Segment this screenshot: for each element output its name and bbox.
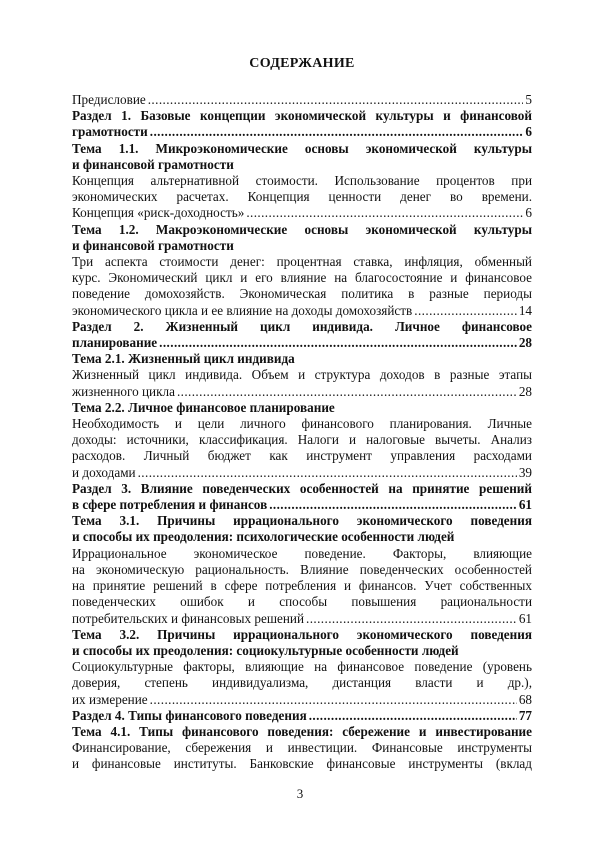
toc-topic-2-1[interactable]: [72, 351, 532, 400]
table-of-contents: [72, 56, 532, 773]
section-title-line: [72, 335, 532, 351]
toc-page-number: 77: [518, 707, 532, 723]
topic-description-line: расходов. Личный бюджет как инструмент управления расходами: [72, 448, 532, 464]
topic-title-line: Тема 3.2. Причины иррационального экономического поведения: [72, 626, 532, 642]
dot-leader: [159, 335, 517, 351]
toc-topic-2-2[interactable]: [72, 400, 532, 481]
toc-topic-3-1[interactable]: [72, 513, 532, 626]
topic-title-line: Тема 2.1. Жизненный цикл индивида: [72, 351, 295, 367]
toc-entry-text: экономического цикла и ее влияние на доходы домохозяйств: [72, 302, 413, 318]
topic-title-line: и способы их преодоления: психологические особенности людей: [72, 529, 455, 545]
toc-page-number: 28: [518, 383, 532, 399]
page-number: 3: [296, 786, 304, 801]
dot-leader: [150, 692, 517, 708]
toc-section-1[interactable]: [72, 108, 532, 140]
toc-entry-text: в сфере потребления и финансов: [72, 497, 268, 513]
page-title: СОДЕРЖАНИЕ: [249, 56, 355, 71]
topic-description-line: и финансовые институты. Банковские финансовые инструменты (вклад: [72, 756, 532, 772]
topic-description-line: Финансирование, сбережения и инвестиции. Финансовые инструменты: [72, 740, 532, 756]
topic-title-line: Тема 2.2. Личное финансовое планирование: [72, 399, 335, 415]
topic-description-line: поведение домохозяйств. Экономическая политика в разные периоды: [72, 286, 532, 302]
toc-page-number: 61: [518, 497, 532, 513]
topic-title-line: Тема 1.1. Микроэкономические основы экономической культуры: [72, 140, 532, 156]
topic-description-line: [72, 384, 532, 400]
dot-leader: [306, 611, 517, 627]
topic-description-line: Необходимость и цели личного финансового планирования. Личные: [72, 416, 532, 432]
toc-page-number: 61: [518, 610, 532, 626]
toc-page-number: 39: [518, 464, 532, 480]
topic-description-line: Три аспекта стоимости денег: процентная ставка, инфляция, обменный: [72, 254, 532, 270]
toc-entry-text: и доходами: [72, 464, 136, 480]
toc-page-number: 6: [525, 124, 532, 140]
toc-page-number: 28: [518, 335, 532, 351]
section-title-line: [72, 124, 532, 140]
topic-description-line: [72, 465, 532, 481]
topic-title-line: Тема 4.1. Типы финансового поведения: сбережение и инвестирование: [72, 723, 532, 739]
section-title-line: Раздел 3. Влияние поведенческих особенностей на принятие решений: [72, 480, 532, 496]
dot-leader: [148, 92, 524, 108]
topic-description-line: поведенческих ошибок и способы повышения рациональности: [72, 594, 532, 610]
toc-page-number: 68: [518, 691, 532, 707]
toc-topic-4-1[interactable]: [72, 724, 532, 773]
topic-title-line: Тема 1.2. Макроэкономические основы экономической культуры: [72, 221, 532, 237]
dot-leader: [246, 205, 523, 221]
dot-leader: [177, 384, 517, 400]
topic-description-line: Социокультурные факторы, влияющие на финансовое поведение (уровень: [72, 659, 532, 675]
toc-entry-text: Концепция «риск-доходность»: [72, 205, 245, 221]
topic-description-line: курс. Экономический цикл и его влияние на благосостояние и финансовое: [72, 270, 532, 286]
topic-description-line: [72, 303, 532, 319]
toc-entry-preface[interactable]: [72, 92, 532, 108]
toc-page-number: 6: [525, 205, 532, 221]
topic-description-line: [72, 611, 532, 627]
toc-page-number: 5: [525, 92, 532, 107]
toc-section-4[interactable]: [72, 708, 532, 724]
toc-entry-text: потребительских и финансовых решений: [72, 610, 305, 626]
topic-description-line: Жизненный цикл индивида. Объем и структура доходов в разные этапы: [72, 367, 532, 383]
section-title-line: [72, 497, 532, 513]
topic-description-line: Концепция альтернативной стоимости. Использование процентов при: [72, 173, 532, 189]
dot-leader: [269, 497, 517, 513]
dot-leader: [414, 303, 517, 319]
dot-leader: [138, 465, 517, 481]
toc-entry-text: жизненного цикла: [72, 383, 175, 399]
toc-entry-text: Раздел 4. Типы финансового поведения: [72, 707, 307, 723]
section-title-line: [72, 708, 532, 724]
topic-title-line: Тема 3.1. Причины иррационального экономического поведения: [72, 513, 532, 529]
topic-description-line: [72, 205, 532, 221]
dot-leader: [309, 708, 517, 724]
toc-entry-text: Предисловие: [72, 92, 146, 107]
toc-entry-text: их измерение: [72, 691, 148, 707]
topic-title-line: и финансовой грамотности: [72, 237, 234, 253]
toc-entry-text: планирование: [72, 335, 158, 351]
topic-title-line: и финансовой грамотности: [72, 156, 234, 172]
topic-description-line: на принятие решений в сфере потребления и финансов. Учет собственных: [72, 578, 532, 594]
topic-description-line: экономических расчетах. Концепция ценности денег во времени.: [72, 189, 532, 205]
toc-section-2[interactable]: [72, 319, 532, 351]
topic-description-line: доходы: источники, классификация. Налоги и налоговые вычеты. Анализ: [72, 432, 532, 448]
toc-section-3[interactable]: [72, 481, 532, 513]
section-title-line: Раздел 2. Жизненный цикл индивида. Личное финансовое: [72, 318, 532, 334]
toc-page-number: 14: [518, 302, 532, 318]
topic-description-line: Иррациональное экономическое поведение. Факторы, влияющие: [72, 545, 532, 561]
topic-description-line: [72, 692, 532, 708]
topic-description-line: на экономическую рациональность. Влияние поведенческих особенностей: [72, 561, 532, 577]
toc-entry-text: грамотности: [72, 124, 148, 140]
toc-topic-1-1[interactable]: [72, 141, 532, 222]
toc-topic-1-2[interactable]: [72, 222, 532, 319]
topic-description-line: доверия, степень индивидуализма, дистанция власти и др.),: [72, 675, 532, 691]
dot-leader: [150, 124, 524, 140]
toc-topic-3-2[interactable]: [72, 627, 532, 708]
topic-title-line: и способы их преодоления: социокультурные особенности людей: [72, 642, 459, 658]
section-title-line: Раздел 1. Базовые концепции экономической культуры и финансовой: [72, 108, 532, 124]
